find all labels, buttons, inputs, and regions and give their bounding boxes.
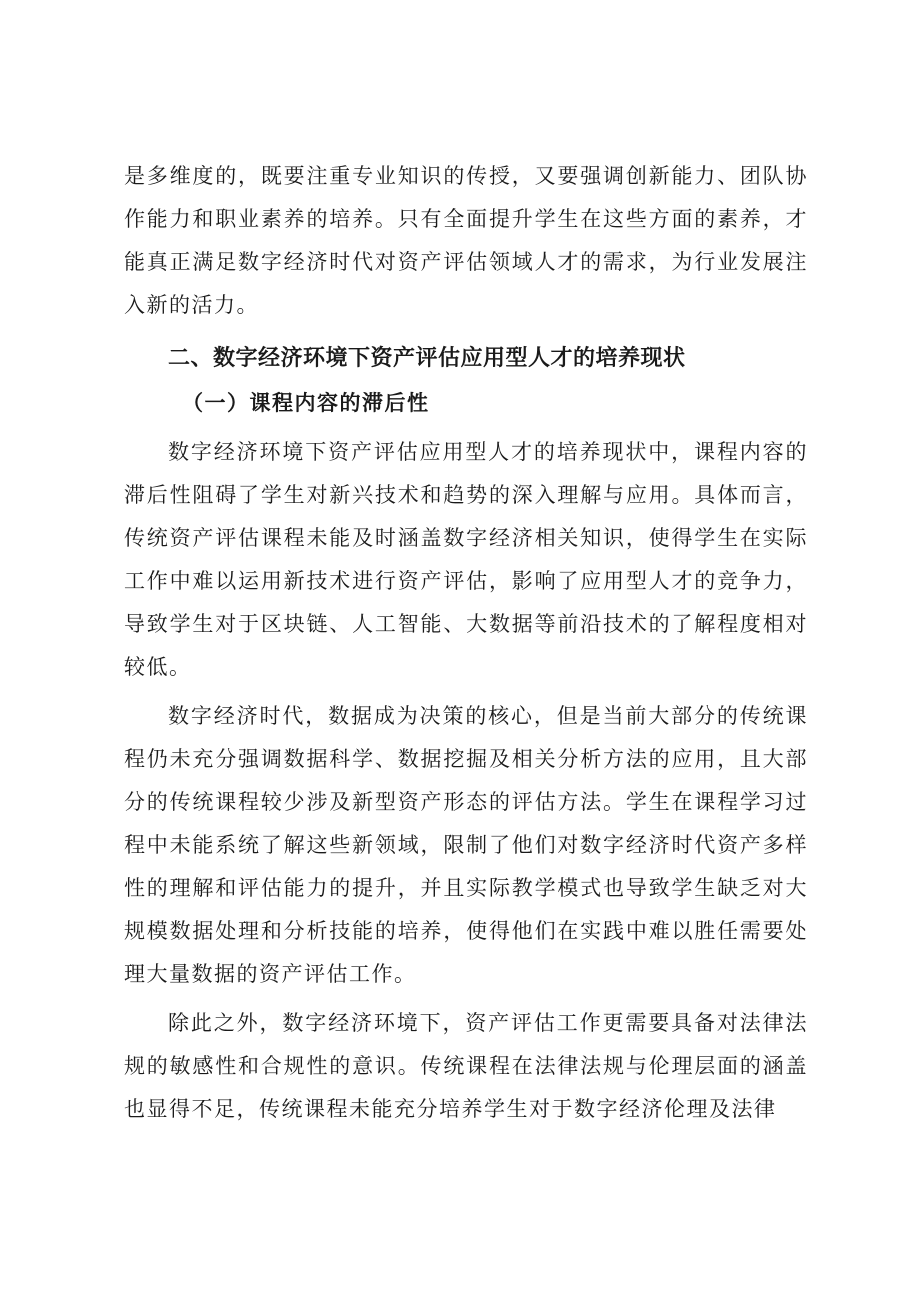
body-paragraph-1: 数字经济环境下资产评估应用型人才的培养现状中，课程内容的滞后性阻碍了学生对新兴技术和趋势的深入理解与应用。具体而言，传统资产评估课程未能及时涵盖数字经济相关知识，使得学生在实际工作中难以运用新技术进行资产评估，影响了应用型人才的竞争力，导致学生对于区块链、人工智能、大数据等前沿技术的了解程度相对较低。 xyxy=(124,440,808,679)
subsection-heading: （一）课程内容的滞后性 xyxy=(182,390,430,415)
continuation-paragraph: 是多维度的，既要注重专业知识的传授，又要强调创新能力、团队协作能力和职业素养的培养。只有全面提升学生在这些方面的素养，才能真正满足数字经济时代对资产评估领域人才的需求，为行业发展注入新的活力。 xyxy=(124,164,808,317)
document-page xyxy=(124,155,808,1131)
section-heading: 二、数字经济环境下资产评估应用型人才的培养现状 xyxy=(168,346,686,371)
body-paragraph-3: 除此之外，数字经济环境下，资产评估工作更需要具备对法律法规的敏感性和合规性的意识。传统课程在法律法规与伦理层面的涵盖也显得不足，传统课程未能充分培养学生对于数字经济伦理及法律 xyxy=(124,1011,808,1121)
body-paragraph-2: 数字经济时代，数据成为决策的核心，但是当前大部分的传统课程仍未充分强调数据科学、数据挖掘及相关分析方法的应用，且大部分的传统课程较少涉及新型资产形态的评估方法。学生在课程学习过程中未能系统了解这些新领域，限制了他们对数字经济时代资产多样性的理解和评估能力的提升，并且实际教学模式也导致学生缺乏对大规模数据处理和分析技能的培养，使得他们在实践中难以胜任需要处理大量数据的资产评估工作。 xyxy=(124,704,808,986)
